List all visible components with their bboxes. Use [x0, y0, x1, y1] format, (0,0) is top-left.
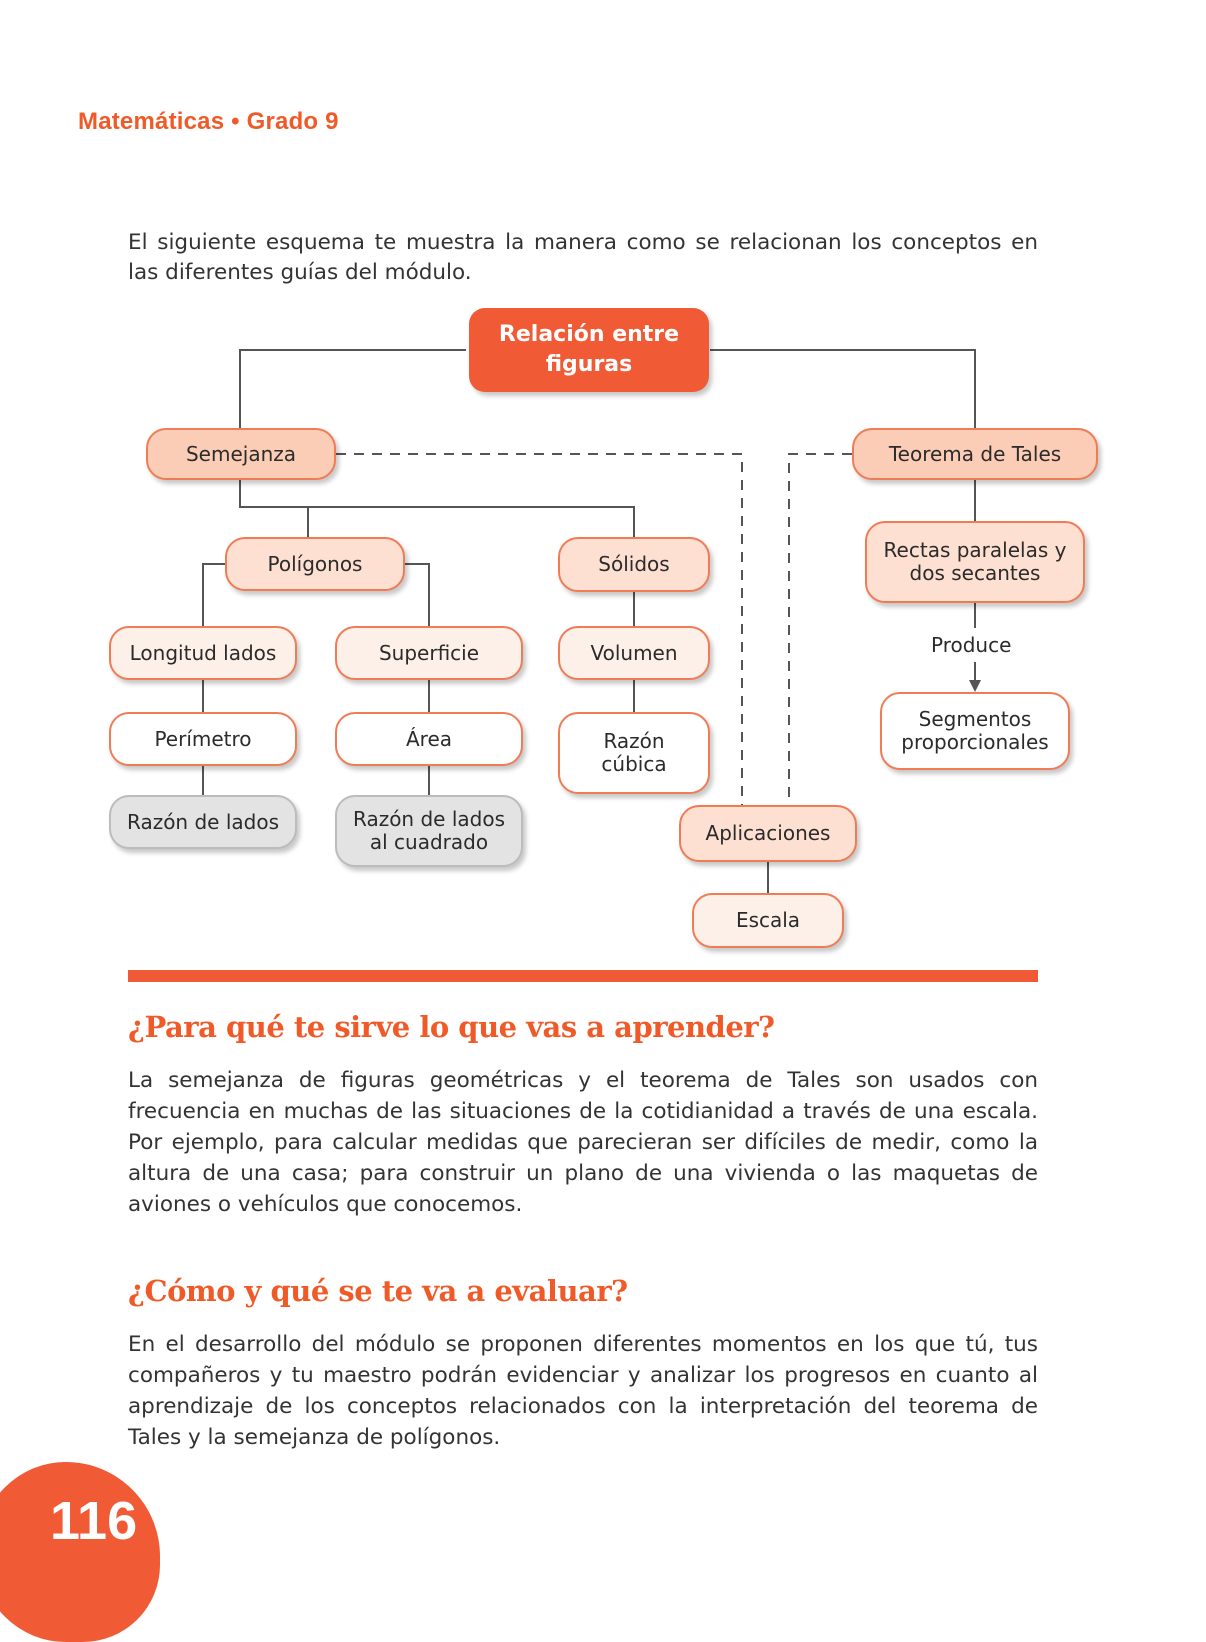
node-razon-cubica: Razón cúbica [558, 712, 710, 794]
node-perimetro: Perímetro [109, 712, 297, 766]
connector-semejanza-children [240, 480, 634, 537]
node-superficie: Superficie [335, 626, 523, 680]
node-aplicaciones: Aplicaciones [679, 805, 857, 862]
section-body-para-que: La semejanza de figuras geométricas y el teorema de Tales son usados con frecuencia en muchas de las situaciones de la cotidianidad a través de una escala. Por ejemplo, para calcular medidas que parecieran ser difíciles de medir, como la altura de una casa; para construir un plano de una vivienda o las maquetas de aviones o vehículos que conocemos. [128, 1068, 1038, 1217]
node-escala: Escala [692, 893, 844, 948]
label-produce: Produce [931, 633, 1012, 657]
node-relacion-entre-figuras: Relación entre figuras [469, 308, 709, 392]
node-volumen: Volumen [558, 626, 710, 680]
section-heading-para-que: ¿Para qué te sirve lo que vas a aprender? [128, 1010, 775, 1044]
section-divider [128, 970, 1038, 982]
node-teorema-de-tales: Teorema de Tales [852, 428, 1098, 480]
node-poligonos: Polígonos [225, 537, 405, 591]
connector-root-semejanza [240, 350, 466, 428]
section-heading-como-evaluar: ¿Cómo y qué se te va a evaluar? [128, 1274, 628, 1308]
connector-poligonos-longitud [203, 564, 225, 626]
dashed-tales-aplicaciones [789, 454, 852, 805]
section-body-como-evaluar: En el desarrollo del módulo se proponen diferentes momentos en los que tú, tus compañeros y tu maestro podrán evidenciar y analizar los progresos en cuanto al aprendizaje de los conceptos relacionados con la interpretación del teorema de Tales y la semejanza de polígonos. [128, 1332, 1038, 1450]
node-longitud-lados: Longitud lados [109, 626, 297, 680]
connector-root-tales [710, 350, 975, 428]
node-razon-de-lados: Razón de lados [109, 795, 297, 849]
arrow-head [969, 680, 981, 692]
page-number-badge [0, 1462, 160, 1642]
node-rectas-paralelas: Rectas paralelas y dos secantes [865, 521, 1085, 603]
running-header: Matemáticas • Grado 9 [78, 108, 339, 135]
node-semejanza: Semejanza [146, 428, 336, 480]
page-number: 116 [50, 1491, 138, 1551]
connector-poligonos-superficie [405, 564, 429, 626]
intro-paragraph: El siguiente esquema te muestra la manera como se relacionan los conceptos en las diferentes guías del módulo. [128, 230, 1038, 285]
node-segmentos-proporcionales: Segmentos proporcionales [880, 692, 1070, 770]
node-solidos: Sólidos [558, 537, 710, 592]
node-area: Área [335, 712, 523, 766]
node-razon-de-lados-al-cuadrado: Razón de lados al cuadrado [335, 795, 523, 867]
